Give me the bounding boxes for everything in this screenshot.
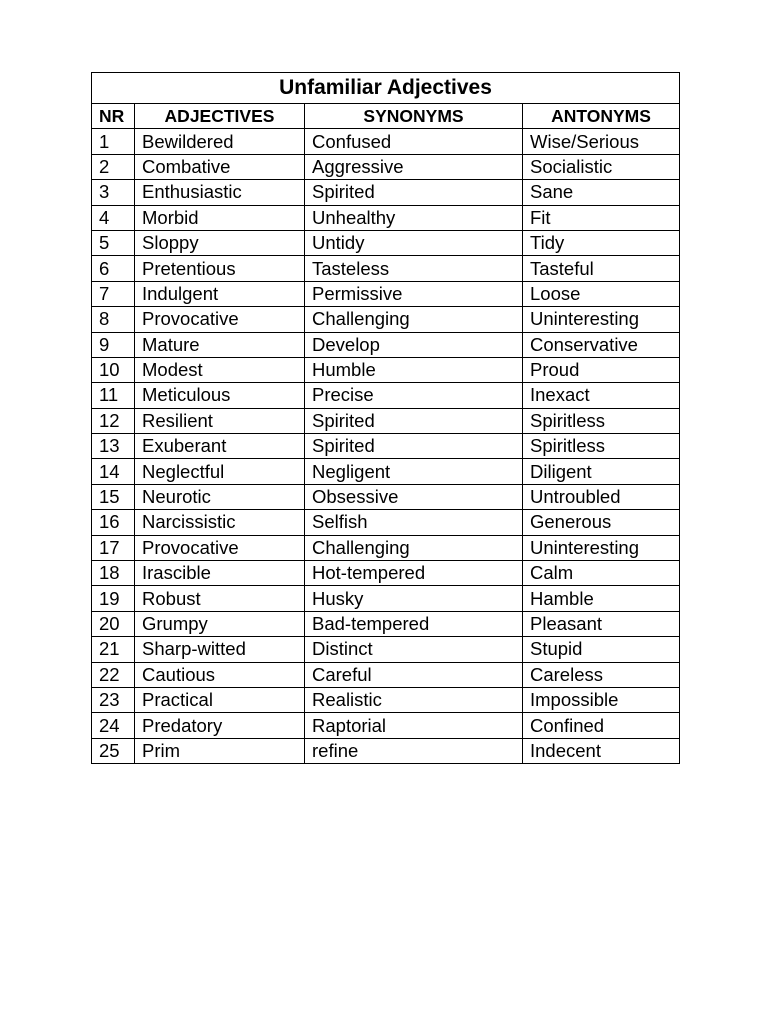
- title-row: [92, 73, 680, 104]
- antonym-cell: Wise/Serious: [523, 129, 680, 154]
- adjective-cell: Cautious: [135, 662, 305, 687]
- antonym-cell: Sane: [523, 180, 680, 205]
- synonym-cell: Bad-tempered: [305, 611, 523, 636]
- adjective-cell: Grumpy: [135, 611, 305, 636]
- synonym-cell: Spirited: [305, 434, 523, 459]
- adjective-cell: Combative: [135, 154, 305, 179]
- table-row: [92, 129, 680, 154]
- row-number: 18: [92, 561, 135, 586]
- adjective-cell: Narcissistic: [135, 510, 305, 535]
- synonym-cell: Aggressive: [305, 154, 523, 179]
- header-nr: NR: [92, 104, 135, 129]
- row-number: 9: [92, 332, 135, 357]
- synonym-cell: Obsessive: [305, 484, 523, 509]
- antonym-cell: Untroubled: [523, 484, 680, 509]
- row-number: 25: [92, 738, 135, 763]
- table-row: [92, 662, 680, 687]
- row-number: 13: [92, 434, 135, 459]
- table-row: [92, 383, 680, 408]
- adjective-cell: Provocative: [135, 535, 305, 560]
- synonym-cell: Selfish: [305, 510, 523, 535]
- adjective-cell: Practical: [135, 687, 305, 712]
- table-row: [92, 256, 680, 281]
- adjective-cell: Sharp-witted: [135, 637, 305, 662]
- row-number: 24: [92, 713, 135, 738]
- row-number: 16: [92, 510, 135, 535]
- table-row: [92, 459, 680, 484]
- synonym-cell: Permissive: [305, 281, 523, 306]
- synonym-cell: refine: [305, 738, 523, 763]
- table-row: [92, 332, 680, 357]
- synonym-cell: Unhealthy: [305, 205, 523, 230]
- table-row: [92, 307, 680, 332]
- row-number: 21: [92, 637, 135, 662]
- adjective-cell: Mature: [135, 332, 305, 357]
- synonym-cell: Confused: [305, 129, 523, 154]
- table-row: [92, 357, 680, 382]
- adjective-cell: Pretentious: [135, 256, 305, 281]
- antonym-cell: Tasteful: [523, 256, 680, 281]
- header-row: [92, 104, 680, 129]
- synonym-cell: Humble: [305, 357, 523, 382]
- table-row: [92, 205, 680, 230]
- row-number: 3: [92, 180, 135, 205]
- adjective-cell: Sloppy: [135, 230, 305, 255]
- row-number: 12: [92, 408, 135, 433]
- antonym-cell: Spiritless: [523, 434, 680, 459]
- adjective-cell: Neurotic: [135, 484, 305, 509]
- synonym-cell: Challenging: [305, 307, 523, 332]
- row-number: 10: [92, 357, 135, 382]
- synonym-cell: Challenging: [305, 535, 523, 560]
- synonym-cell: Tasteless: [305, 256, 523, 281]
- row-number: 2: [92, 154, 135, 179]
- synonym-cell: Spirited: [305, 180, 523, 205]
- antonym-cell: Calm: [523, 561, 680, 586]
- synonym-cell: Untidy: [305, 230, 523, 255]
- row-number: 4: [92, 205, 135, 230]
- antonym-cell: Tidy: [523, 230, 680, 255]
- antonym-cell: Conservative: [523, 332, 680, 357]
- synonym-cell: Spirited: [305, 408, 523, 433]
- document-sheet: [91, 72, 679, 764]
- antonym-cell: Diligent: [523, 459, 680, 484]
- antonym-cell: Impossible: [523, 687, 680, 712]
- antonym-cell: Uninteresting: [523, 535, 680, 560]
- table-row: [92, 611, 680, 636]
- adjectives-table: [91, 72, 680, 764]
- row-number: 19: [92, 586, 135, 611]
- adjective-cell: Predatory: [135, 713, 305, 738]
- table-row: [92, 637, 680, 662]
- header-antonyms: ANTONYMS: [523, 104, 680, 129]
- table-row: [92, 154, 680, 179]
- table-row: [92, 408, 680, 433]
- antonym-cell: Inexact: [523, 383, 680, 408]
- table-row: [92, 510, 680, 535]
- adjective-cell: Indulgent: [135, 281, 305, 306]
- row-number: 11: [92, 383, 135, 408]
- adjective-cell: Neglectful: [135, 459, 305, 484]
- table-title: Unfamiliar Adjectives: [92, 73, 680, 104]
- antonym-cell: Spiritless: [523, 408, 680, 433]
- antonym-cell: Uninteresting: [523, 307, 680, 332]
- synonym-cell: Careful: [305, 662, 523, 687]
- header-synonyms: SYNONYMS: [305, 104, 523, 129]
- table-row: [92, 180, 680, 205]
- synonym-cell: Husky: [305, 586, 523, 611]
- adjective-cell: Bewildered: [135, 129, 305, 154]
- row-number: 8: [92, 307, 135, 332]
- antonym-cell: Careless: [523, 662, 680, 687]
- adjective-cell: Meticulous: [135, 383, 305, 408]
- row-number: 20: [92, 611, 135, 636]
- row-number: 6: [92, 256, 135, 281]
- synonym-cell: Raptorial: [305, 713, 523, 738]
- table-body: [92, 129, 680, 764]
- row-number: 14: [92, 459, 135, 484]
- synonym-cell: Precise: [305, 383, 523, 408]
- table-row: [92, 713, 680, 738]
- adjective-cell: Robust: [135, 586, 305, 611]
- antonym-cell: Generous: [523, 510, 680, 535]
- antonym-cell: Socialistic: [523, 154, 680, 179]
- adjective-cell: Resilient: [135, 408, 305, 433]
- adjective-cell: Exuberant: [135, 434, 305, 459]
- table-row: [92, 561, 680, 586]
- antonym-cell: Loose: [523, 281, 680, 306]
- row-number: 7: [92, 281, 135, 306]
- adjective-cell: Prim: [135, 738, 305, 763]
- table-row: [92, 281, 680, 306]
- antonym-cell: Pleasant: [523, 611, 680, 636]
- synonym-cell: Negligent: [305, 459, 523, 484]
- row-number: 15: [92, 484, 135, 509]
- antonym-cell: Fit: [523, 205, 680, 230]
- adjective-cell: Provocative: [135, 307, 305, 332]
- antonym-cell: Hamble: [523, 586, 680, 611]
- table-row: [92, 586, 680, 611]
- table-row: [92, 535, 680, 560]
- antonym-cell: Proud: [523, 357, 680, 382]
- row-number: 1: [92, 129, 135, 154]
- table-row: [92, 687, 680, 712]
- header-adjectives: ADJECTIVES: [135, 104, 305, 129]
- synonym-cell: Develop: [305, 332, 523, 357]
- synonym-cell: Realistic: [305, 687, 523, 712]
- antonym-cell: Indecent: [523, 738, 680, 763]
- adjective-cell: Modest: [135, 357, 305, 382]
- antonym-cell: Confined: [523, 713, 680, 738]
- table-row: [92, 738, 680, 763]
- synonym-cell: Hot-tempered: [305, 561, 523, 586]
- adjective-cell: Irascible: [135, 561, 305, 586]
- synonym-cell: Distinct: [305, 637, 523, 662]
- antonym-cell: Stupid: [523, 637, 680, 662]
- row-number: 17: [92, 535, 135, 560]
- table-row: [92, 484, 680, 509]
- row-number: 23: [92, 687, 135, 712]
- row-number: 22: [92, 662, 135, 687]
- table-row: [92, 434, 680, 459]
- adjective-cell: Morbid: [135, 205, 305, 230]
- adjective-cell: Enthusiastic: [135, 180, 305, 205]
- table-row: [92, 230, 680, 255]
- row-number: 5: [92, 230, 135, 255]
